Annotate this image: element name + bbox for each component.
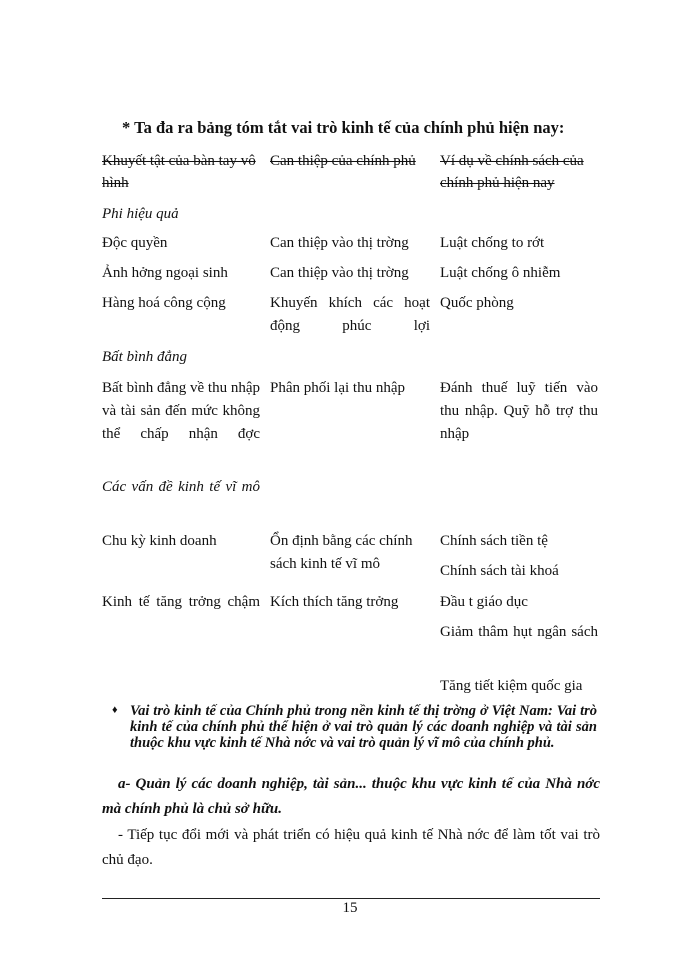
column-header-policy-example: Ví dụ về chính sách của chính phủ hiện nay [440, 153, 584, 191]
category-inequality: Bất bình đẳng [102, 349, 187, 365]
table-cell: Kích thích tăng trởng [270, 594, 399, 610]
table-cell: Bất bình đẳng về thu nhập và tài sản đến mức không thể chấp nhận đợc [102, 380, 260, 442]
category-macro-issues: Các vấn đề kinh tế vĩ mô [102, 479, 260, 495]
table-cell: Can thiệp vào thị trờng [270, 235, 409, 251]
table-cell: Độc quyền [102, 235, 168, 251]
table-cell: Chu kỳ kinh doanh [102, 533, 217, 549]
table-cell: Kinh tế tăng trởng chậm [102, 594, 260, 610]
bullet-paragraph: Vai trò kinh tế của Chính phủ trong nền kinh tế thị trờng ở Việt Nam: Vai trò kinh tế của chính phủ thể hiện ở vai trò quản lý các doanh nghiệp và tài sản thuộc khu vực kinh tế Nhà nớc và vai trò quản lý vĩ mô của chính phủ. [130, 703, 597, 751]
column-header-market-failure: Khuyết tật của bàn tay vô hình [102, 153, 256, 191]
table-heading: * Ta đa ra bảng tóm tắt vai trò kinh tế của chính phủ hiện nay: [122, 118, 565, 137]
table-cell: Tăng tiết kiệm quốc gia [440, 678, 583, 694]
table-cell: Đầu t giáo dục [440, 594, 528, 610]
footer-divider [102, 898, 600, 899]
table-cell: Luật chống to rớt [440, 235, 545, 251]
table-cell: Chính sách tài khoá [440, 563, 559, 579]
table-cell: Quốc phòng [440, 295, 514, 311]
table-cell: Luật chống ô nhiễm [440, 265, 561, 281]
table-cell: Can thiệp vào thị trờng [270, 265, 409, 281]
table-cell: Đánh thuế luỹ tiến vào thu nhập. Quỹ hỗ trợ thu nhập [440, 380, 598, 442]
body-paragraph: - Tiếp tục đổi mới và phát triển có hiệu quả kinh tế Nhà nớc để làm tốt vai trò chủ đạo. [102, 827, 600, 868]
table-cell: Ảnh hởng ngoại sinh [102, 265, 228, 281]
column-header-intervention: Can thiệp của chính phủ [270, 153, 416, 169]
table-cell: Phân phối lại thu nhập [270, 380, 405, 396]
table-cell: Ổn định bằng các chính sách kinh tế vĩ mô [270, 533, 413, 572]
diamond-bullet-icon: ♦ [112, 704, 118, 716]
section-subheading: a- Quản lý các doanh nghiệp, tài sản... thuộc khu vực kinh tế của Nhà nớc mà chính phủ là chủ sở hữu. [102, 776, 600, 817]
table-cell: Khuyến khích các hoạt động phúc lợi [270, 295, 430, 334]
table-cell: Chính sách tiền tệ [440, 533, 548, 549]
category-inefficiency: Phi hiệu quả [102, 206, 179, 222]
table-cell: Giảm thâm hụt ngân sách [440, 624, 598, 640]
page-number: 15 [342, 900, 358, 916]
table-cell: Hàng hoá công cộng [102, 295, 226, 311]
